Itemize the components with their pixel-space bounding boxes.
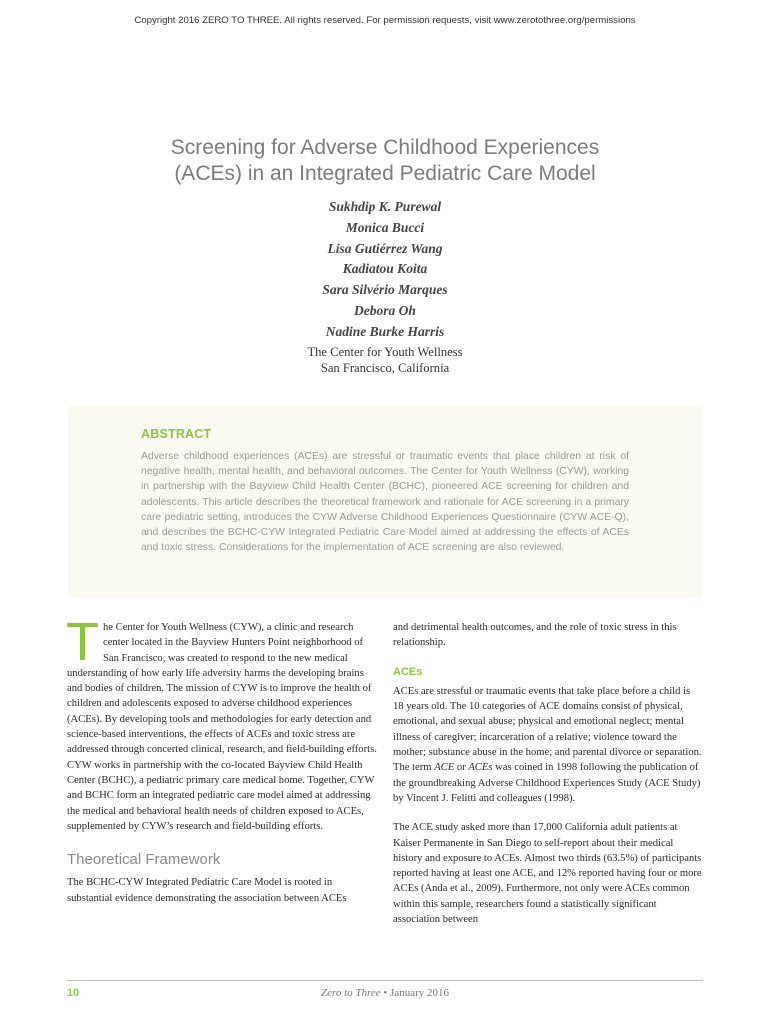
section-heading-theoretical-framework: Theoretical Framework (67, 851, 221, 869)
author-name: Nadine Burke Harris (325, 323, 445, 339)
article-title (0, 135, 770, 187)
ace-study-paragraph: The ACE study asked more than 17,000 California adult patients at Kaiser Permanente in San Diego to self-report about their medical history and exposure to ACEs. Almost two thirds (63.5%) of participants reported having at least one ACE, and 12% reported having four or more ACEs (Anda et al., 2009). Furthermore, not only were ACEs common within this sample, researchers found a statistically significant association between (393, 822, 702, 926)
affiliation-location: San Francisco, California (320, 360, 450, 375)
intro-text: he Center for Youth Wellness (CYW), a clinic and research center located in the Bayview Hunters Point neighborhood of San Francisco, was created to respond to the new medical understanding of how early life adversity harms the developing brains and bodies of children. The mission of CYW is to improve the health of children and adolescents exposed to adverse childhood experiences (ACEs). By developing tools and methodologies for early detection and science-based interventions, the effects of ACEs and toxic stress are addressed through concerted clinical, research, and field-building efforts. CYW works in partnership with the co-located Bayview Child Health Center (BCHC), a pediatric primary care medical home. Together, CYW and BCHC form an integrated pediatric care model aimed at addressing the medical and behavioral health needs of children exposed to ACEs, supplemented by CYW’s research and field-building efforts. (67, 622, 377, 832)
footer-bullet: • (380, 987, 391, 999)
author-name: Monica Bucci (345, 219, 425, 235)
framework-paragraph: The BCHC-CYW Integrated Pediatric Care Model is rooted in substantial evidence demonstrating the association between ACEs (67, 877, 347, 904)
affiliation-org: The Center for Youth Wellness (307, 344, 463, 359)
left-column (66, 612, 377, 906)
drop-cap: T (66, 612, 99, 672)
footer-citation (0, 987, 770, 999)
copyright-notice: Copyright 2016 ZERO TO THREE. All rights reserved. For permission requests, visit www.zerotothree.org/permissions (134, 15, 636, 26)
subheading-aces: ACEs (393, 665, 423, 678)
aces-paragraph (393, 684, 703, 806)
abstract-heading: ABSTRACT (141, 427, 212, 441)
abstract-text: Adverse childhood experiences (ACEs) are stressful or traumatic events that place children at risk of negative health, mental health, and behavioral outcomes. The Center for Youth Wellness (CYW), working in partnership with the Bayview Child Health Center (BCHC), pioneered ACE screening for children and adolescents. This article describes the theoretical framework and rationale for ACE screening in a primary care pediatric setting, introduces the CYW Adverse Childhood Experiences Questionnaire (CYW ACE-Q), and describes the BCHC-CYW Integrated Pediatric Care Model aimed at addressing the effects of ACEs and toxic stress. Considerations for the implementation of ACE screening are also reviewed. (141, 451, 629, 554)
continuation-paragraph: and detrimental health outcomes, and the role of toxic stress in this relationship. (393, 622, 677, 649)
intro-paragraph (66, 612, 377, 834)
author-name: Sukhdip K. Purewal (328, 199, 442, 214)
author-name: Kadiatou Koita (342, 261, 428, 277)
author-list (0, 197, 770, 376)
aces-or: or (454, 762, 469, 774)
title-line-2: (ACEs) in an Integrated Pediatric Care Model (174, 162, 596, 185)
author-name: Debora Oh (354, 302, 416, 318)
page-number: 10 (67, 987, 80, 999)
aces-text-b: was coined in 1998 following the publication of the groundbreaking Adverse Childhood Experiences Study (ACE Study) by Vincent J. Felitti and colleagues (1998). (393, 762, 701, 804)
author-name: Lisa Gutiérrez Wang (327, 240, 443, 256)
aces-term-ace: ACE (434, 762, 455, 774)
journal-name: Zero to Three (320, 987, 381, 999)
title-line-1: Screening for Adverse Childhood Experiences (170, 136, 600, 159)
aces-text-a: ACEs are stressful or traumatic events that take place before a child is 18 years old. The 10 categories of ACE domains consist of physical, emotional, and sexual abuse; physical and emotional neglect; mental illness of caregiver; incarceration of a relative; violence toward the mother; substance abuse in the home; and parental divorce or separation. The term (393, 685, 702, 774)
right-column (393, 620, 703, 927)
issue-date: January 2016 (390, 987, 449, 999)
footer-divider (67, 980, 703, 981)
aces-term-aces: ACEs (468, 762, 493, 774)
author-name: Sara Silvério Marques (322, 282, 448, 298)
